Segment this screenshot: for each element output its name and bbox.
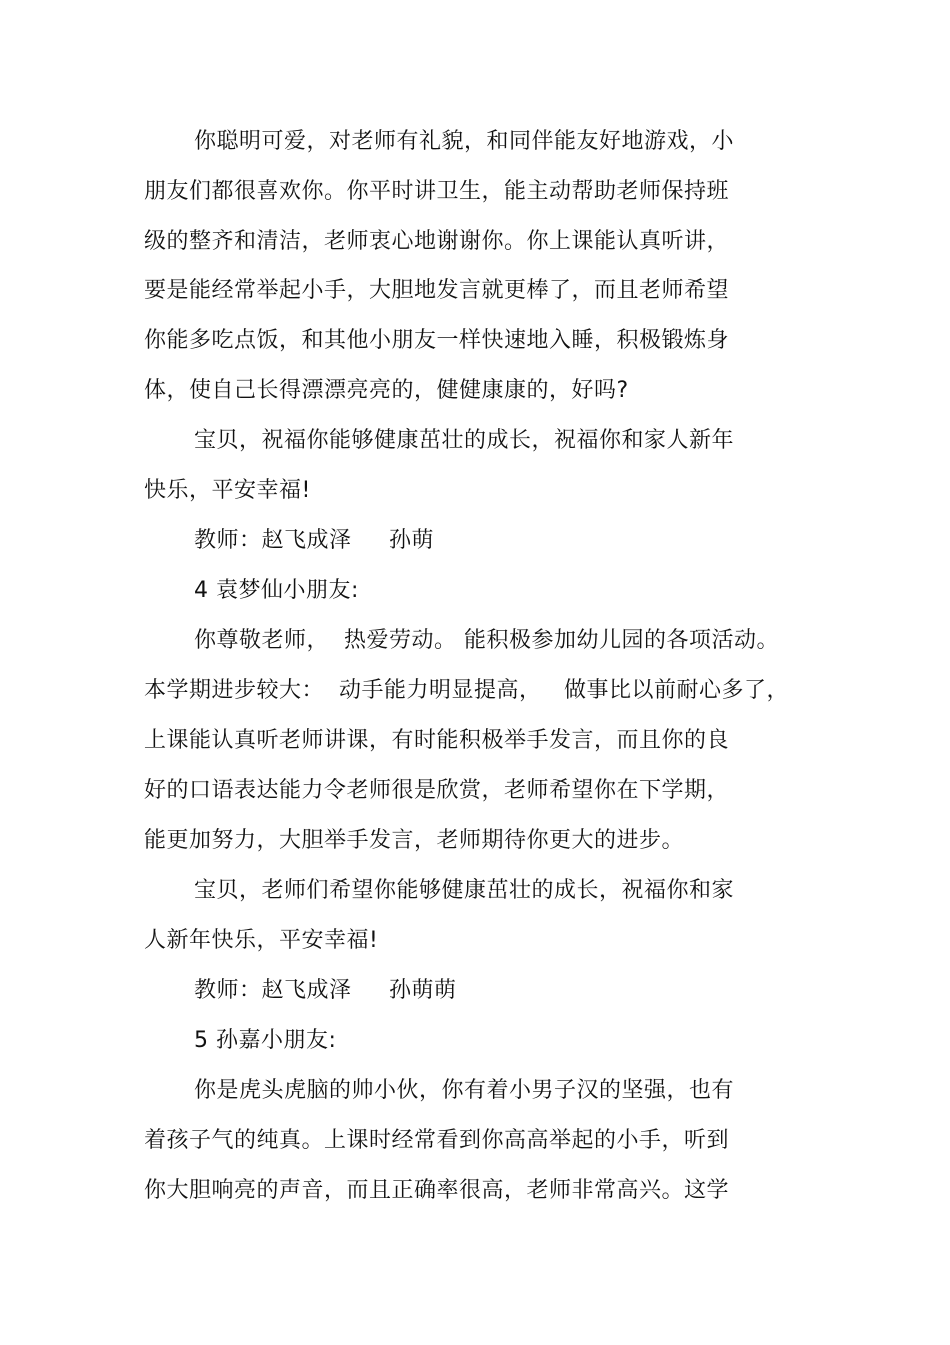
text-line: 好的口语表达能力令老师很是欣赏，老师希望你在下学期， [144, 778, 730, 803]
text-line: 你是虎头虎脑的帅小伙，你有着小男子汉的坚强，也有 [194, 1078, 735, 1103]
text-line: 你聪明可爱，对老师有礼貌，和同伴能友好地游戏，小 [194, 129, 735, 154]
text-line: 级的整齐和清洁，老师衷心地谢谢你。你上课能认真听讲， [144, 229, 730, 254]
section-heading: 5 孙嘉小朋友: [194, 1028, 337, 1053]
text-line: 你能多吃点饭，和其他小朋友一样快速地入睡，积极锻炼身 [144, 328, 730, 353]
text-line: 要是能经常举起小手，大胆地发言就更棒了，而且老师希望 [144, 278, 730, 303]
text-line: 宝贝，祝福你能够健康茁壮的成长，祝福你和家人新年 [194, 428, 735, 453]
text-line: 你大胆响亮的声音，而且正确率很高，老师非常高兴。这学 [144, 1178, 730, 1203]
text-line: 快乐，平安幸福! [144, 478, 311, 503]
signature-line: 教师：赵飞成泽 孙萌萌 [194, 978, 457, 1003]
text-line: 朋友们都很喜欢你。你平时讲卫生，能主动帮助老师保持班 [144, 179, 730, 204]
text-line: 本学期进步较大： 动手能力明显提高， 做事比以前耐心多了， [144, 678, 789, 703]
text-line: 着孩子气的纯真。上课时经常看到你高高举起的小手，听到 [144, 1128, 730, 1153]
section-heading: 4 袁梦仙小朋友: [194, 578, 359, 603]
text-line: 体，使自己长得漂漂亮亮的，健健康康的，好吗? [144, 378, 629, 403]
text-line: 宝贝，老师们希望你能够健康茁壮的成长，祝福你和家 [194, 878, 735, 903]
text-line: 你尊敬老师， 热爱劳动。 能积极参加幼儿园的各项活动。 [194, 628, 779, 653]
text-line: 人新年快乐，平安幸福! [144, 928, 379, 953]
text-line: 能更加努力，大胆举手发言，老师期待你更大的进步。 [144, 828, 685, 853]
text-line: 上课能认真听老师讲课，有时能积极举手发言，而且你的良 [144, 728, 730, 753]
signature-line: 教师：赵飞成泽 孙萌 [194, 528, 434, 553]
